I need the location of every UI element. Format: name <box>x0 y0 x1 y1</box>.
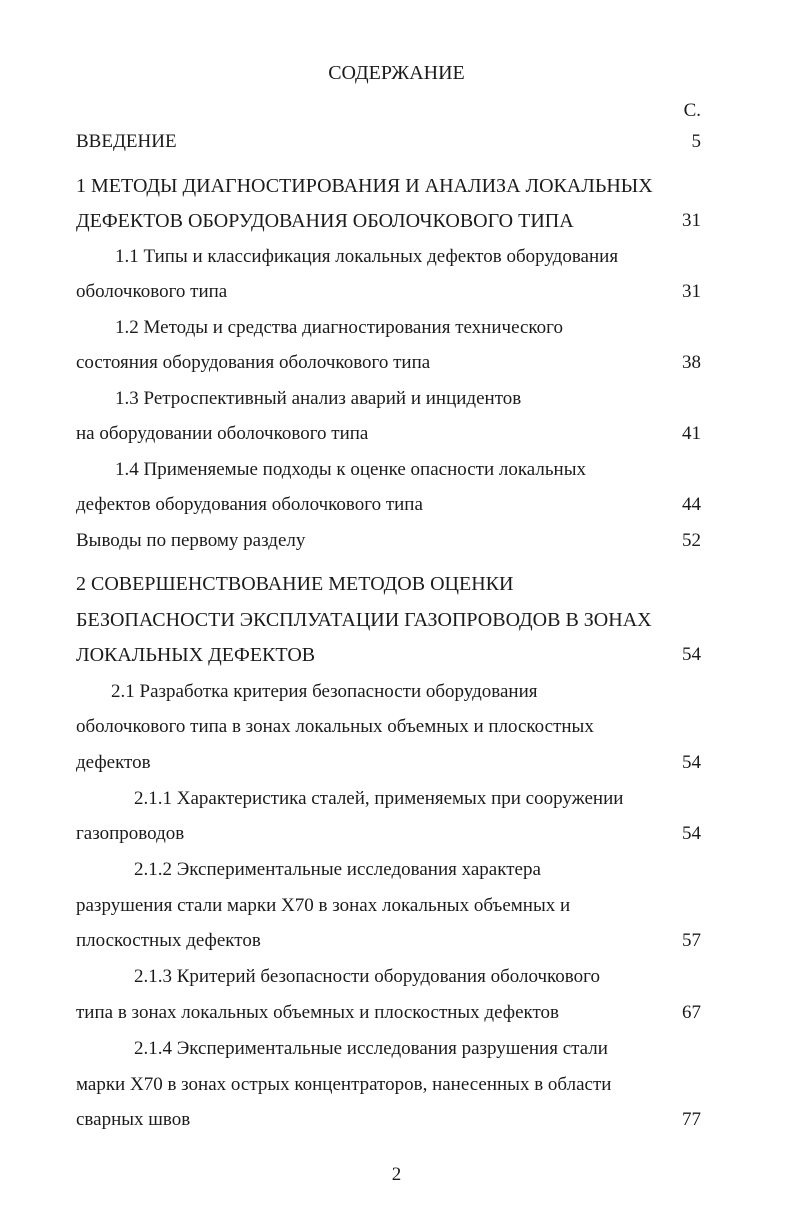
toc-entry-ch2-line1[interactable]: 2 СОВЕРШЕНСТВОВАНИЕ МЕТОДОВ ОЦЕНКИ <box>76 573 514 595</box>
page-number: 2 <box>391 1164 402 1185</box>
toc-entry-ch1-line2[interactable]: ДЕФЕКТОВ ОБОРУДОВАНИЯ ОБОЛОЧКОВОГО ТИПА <box>76 210 574 232</box>
toc-entry-2-1-2-line1[interactable]: 2.1.2 Экспериментальные исследования характера <box>134 859 541 880</box>
toc-entry-intro[interactable]: ВВЕДЕНИЕ <box>76 131 177 152</box>
page-column-header: С. <box>683 100 701 121</box>
toc-entry-1-3-line1[interactable]: 1.3 Ретроспективный анализ аварий и инцидентов <box>115 388 522 409</box>
toc-page-1-4: 44 <box>682 494 701 515</box>
toc-entry-2-1-4-line3[interactable]: сварных швов <box>76 1109 191 1130</box>
toc-entry-2-1-2-line3[interactable]: плоскостных дефектов <box>76 930 261 951</box>
toc-entry-1-2-line2[interactable]: состояния оборудования оболочкового типа <box>76 352 431 373</box>
toc-entry-1-4-line2[interactable]: дефектов оборудования оболочкового типа <box>76 494 423 515</box>
toc-page-intro: 5 <box>691 131 701 152</box>
toc-entry-2-1-4-line2[interactable]: марки Х70 в зонах острых концентраторов, нанесенных в области <box>76 1074 612 1095</box>
toc-entry-ch2-line3[interactable]: ЛОКАЛЬНЫХ ДЕФЕКТОВ <box>76 644 316 666</box>
page-title: СОДЕРЖАНИЕ <box>328 62 465 84</box>
toc-entry-2-1-line1[interactable]: 2.1 Разработка критерия безопасности оборудования <box>111 681 538 702</box>
toc-page-2-1-4: 77 <box>682 1109 701 1130</box>
toc-entry-2-1-1-line2[interactable]: газопроводов <box>76 823 185 844</box>
toc-page-1-1: 31 <box>682 281 701 302</box>
toc-page-2-1-3: 67 <box>682 1002 701 1023</box>
toc-page-1-2: 38 <box>682 352 701 373</box>
toc-entry-1-1-line1[interactable]: 1.1 Типы и классификация локальных дефектов оборудования <box>115 246 619 267</box>
toc-entry-ch2-line2[interactable]: БЕЗОПАСНОСТИ ЭКСПЛУАТАЦИИ ГАЗОПРОВОДОВ В ЗОНАХ <box>76 609 652 631</box>
toc-entry-1-2-line1[interactable]: 1.2 Методы и средства диагностирования технического <box>115 317 563 338</box>
toc-entry-ch1-line1[interactable]: 1 МЕТОДЫ ДИАГНОСТИРОВАНИЯ И АНАЛИЗА ЛОКАЛЬНЫХ <box>76 175 653 197</box>
toc-entry-1-1-line2[interactable]: оболочкового типа <box>76 281 228 302</box>
toc-page-2-1-1: 54 <box>682 823 701 844</box>
toc-page-ch2: 54 <box>682 644 701 665</box>
toc-entry-1-3-line2[interactable]: на оборудовании оболочкового типа <box>76 423 369 444</box>
toc-entry-2-1-3-line2[interactable]: типа в зонах локальных объемных и плоскостных дефектов <box>76 1002 560 1023</box>
toc-entry-1-4-line1[interactable]: 1.4 Применяемые подходы к оценке опасности локальных <box>115 459 586 480</box>
toc-page-2-1: 54 <box>682 752 701 773</box>
toc-entry-2-1-line2[interactable]: оболочкового типа в зонах локальных объемных и плоскостных <box>76 716 594 737</box>
toc-page-2-1-2: 57 <box>682 930 701 951</box>
toc-page-ch1: 31 <box>682 210 701 231</box>
toc-entry-2-1-3-line1[interactable]: 2.1.3 Критерий безопасности оборудования оболочкового <box>134 966 600 987</box>
toc-entry-2-1-1-line1[interactable]: 2.1.1 Характеристика сталей, применяемых при сооружении <box>134 788 624 809</box>
toc-page-1-3: 41 <box>682 423 701 444</box>
toc-entry-2-1-4-line1[interactable]: 2.1.4 Экспериментальные исследования разрушения стали <box>134 1038 608 1059</box>
toc-entry-conclusions-1[interactable]: Выводы по первому разделу <box>76 530 306 551</box>
toc-entry-2-1-line3[interactable]: дефектов <box>76 752 151 773</box>
toc-entry-2-1-2-line2[interactable]: разрушения стали марки Х70 в зонах локальных объемных и <box>76 895 571 916</box>
toc-page-conclusions-1: 52 <box>682 530 701 551</box>
